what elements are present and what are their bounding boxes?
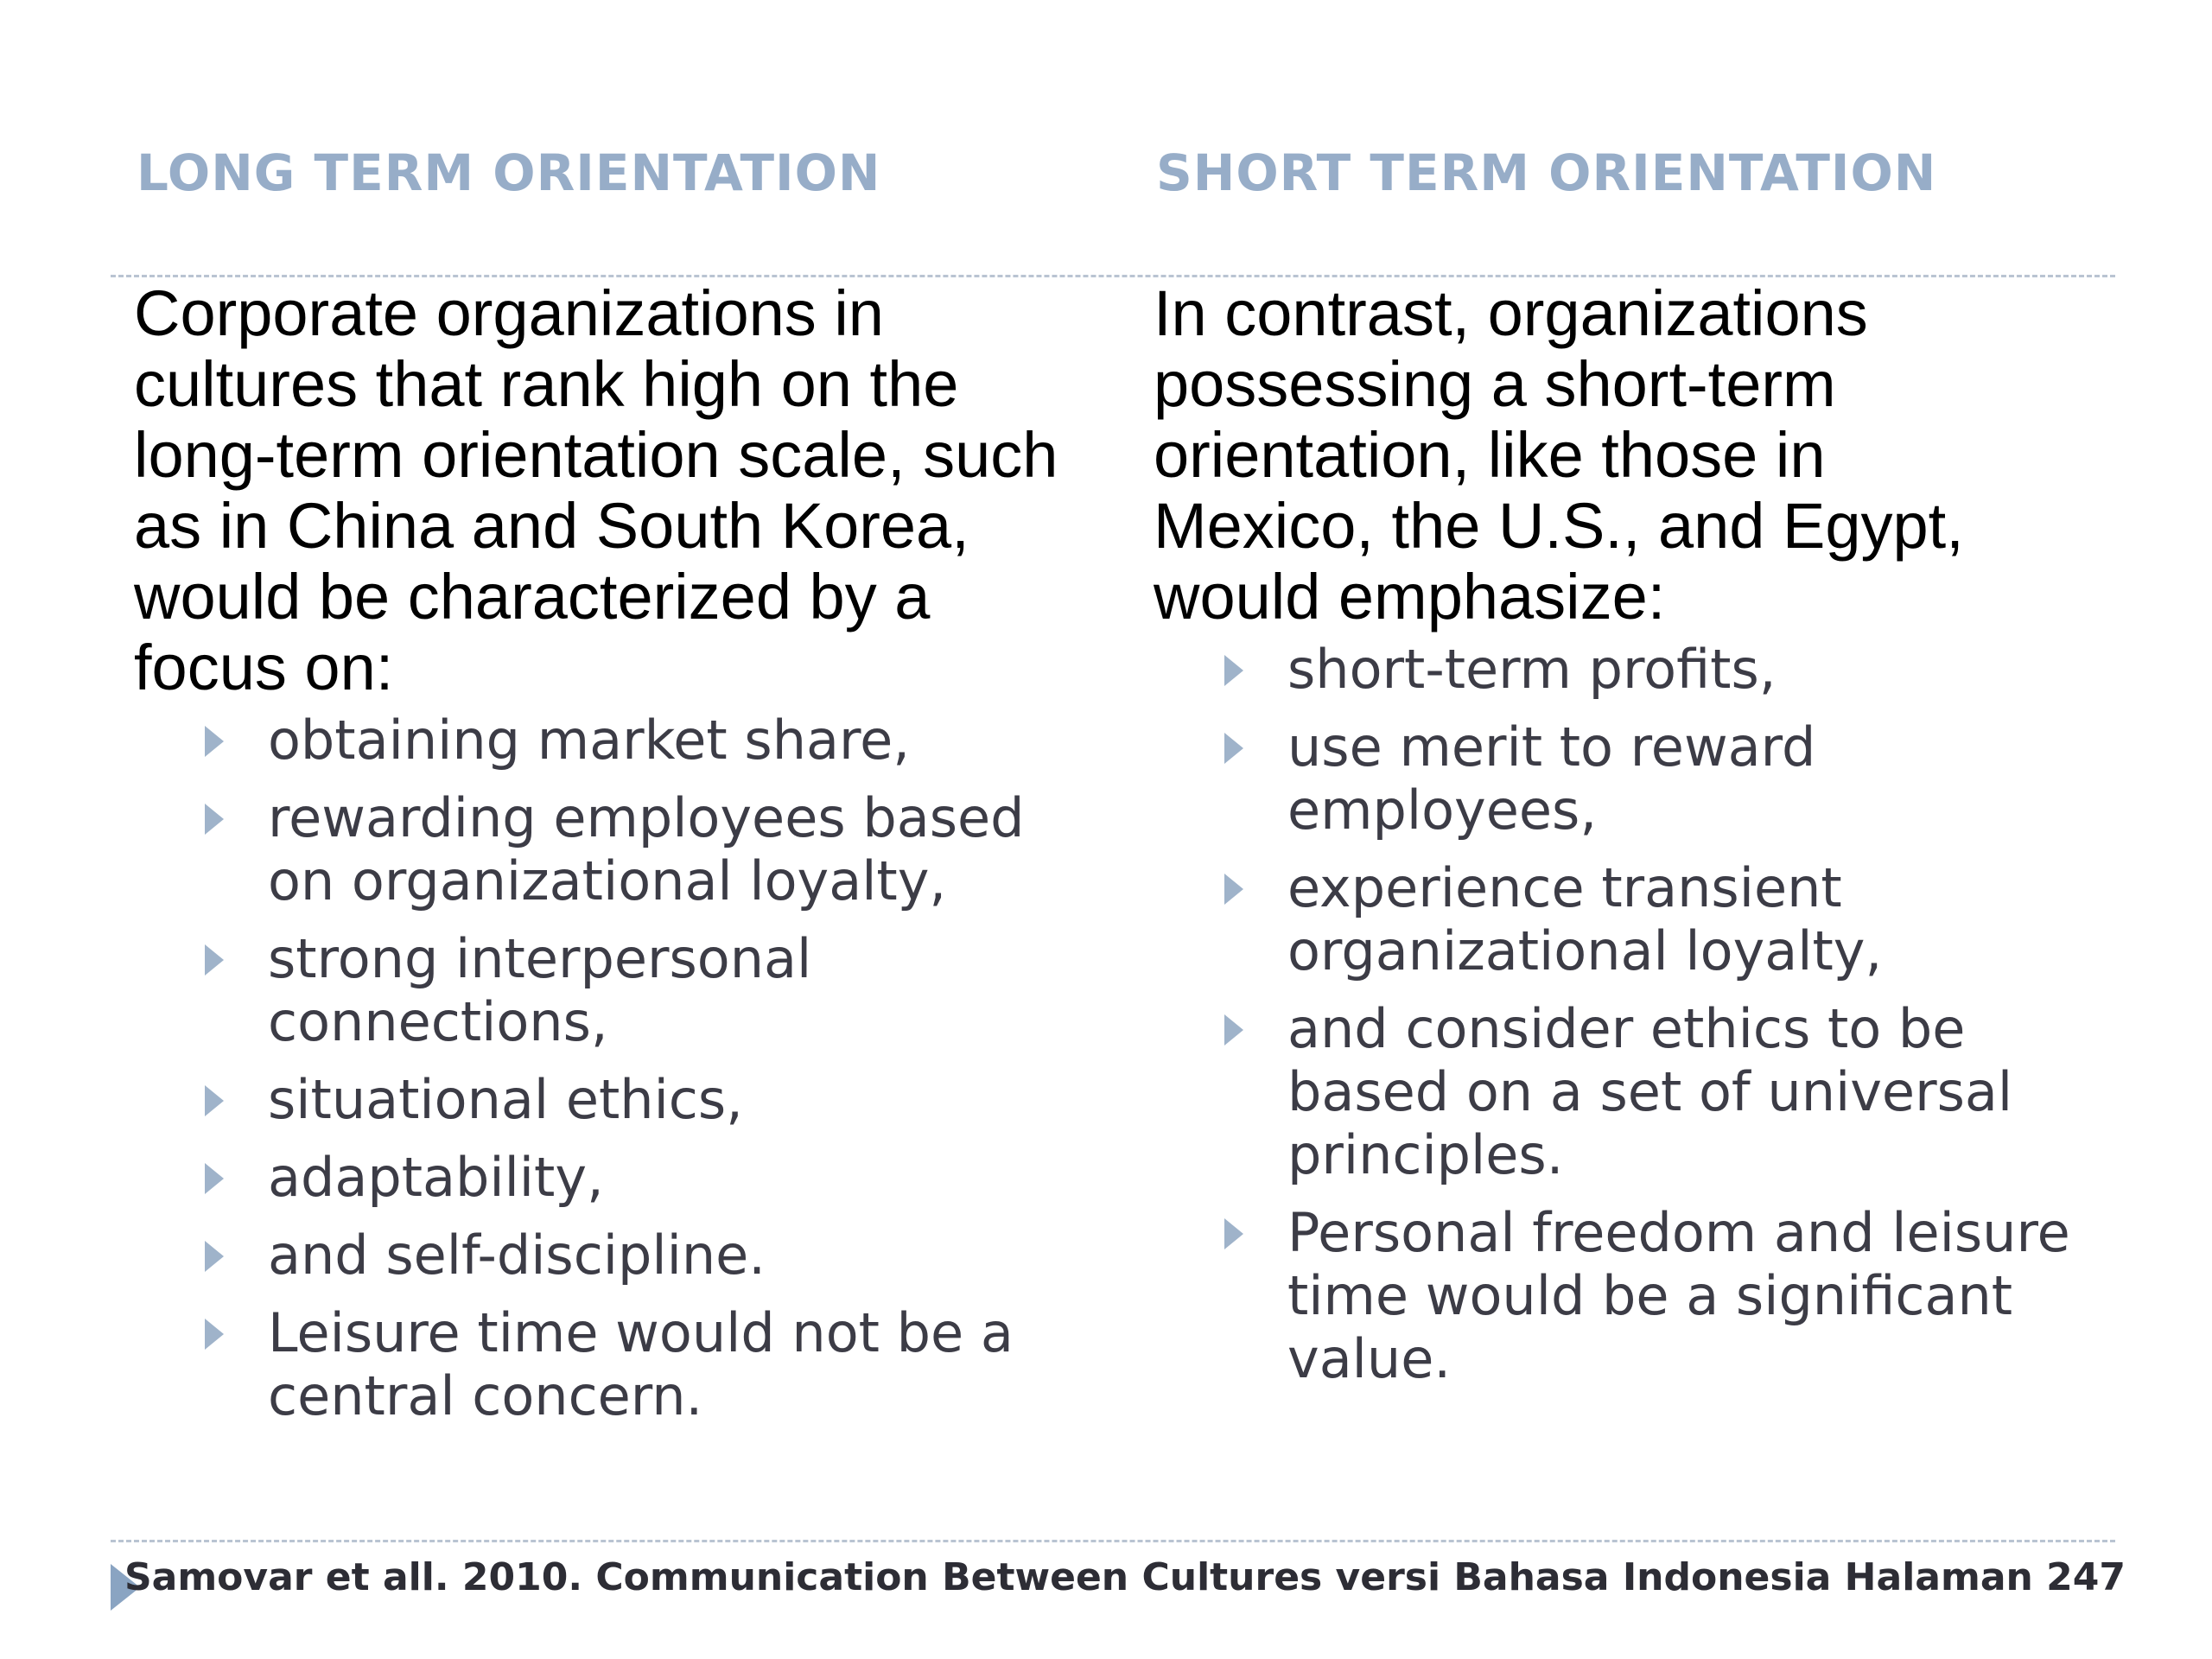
bottom-divider: [111, 1540, 2115, 1542]
bullet-item: [134, 1301, 1080, 1427]
bullet-text: adaptability,: [268, 1146, 604, 1209]
footer-citation: Samovar et all. 2010. Communication Between Cultures versi Bahasa Indonesia Halaman 247: [124, 1555, 2126, 1599]
triangle-right-icon: [1224, 1014, 1243, 1046]
bullet-item: [134, 1224, 1080, 1287]
right-column-heading: SHORT TERM ORIENTATION: [1156, 143, 1937, 202]
bullet-text: obtaining market share,: [268, 709, 911, 772]
triangle-right-icon: [1224, 874, 1243, 905]
bullet-text: Leisure time would not be a central concern.: [268, 1301, 1014, 1427]
bullet-text: and self-discipline.: [268, 1224, 766, 1287]
bullet-item: [134, 1068, 1080, 1131]
bullet-text: rewarding employees based on organizational loyalty,: [268, 786, 1025, 912]
triangle-right-icon: [205, 804, 224, 835]
long-term-column: [134, 278, 1067, 1442]
bullet-text: strong interpersonal connections,: [268, 927, 812, 1053]
bullet-text: short-term profits,: [1287, 638, 1777, 701]
bullet-item: [1154, 715, 2121, 842]
triangle-right-icon: [205, 1085, 224, 1116]
triangle-right-icon: [205, 1163, 224, 1194]
bullet-item: [1154, 856, 2121, 982]
short-term-intro: In contrast, organizations possessing a short-term orientation, like those in Mexico, the U.S., and Egypt, would emphasize:: [1154, 277, 1964, 632]
bullet-item: [1154, 638, 2121, 701]
bullet-text: experience transient organizational loyalty,: [1287, 856, 1883, 982]
short-term-bullet-list: [1154, 638, 2121, 1390]
triangle-right-icon: [1224, 733, 1243, 764]
bullet-item: [134, 786, 1080, 912]
triangle-right-icon: [1224, 1218, 1243, 1249]
bullet-item: [134, 1146, 1080, 1209]
bullet-text: situational ethics,: [268, 1068, 743, 1131]
long-term-intro: Corporate organizations in cultures that rank high on the long-term orientation scale, such as in China and South Korea, would be characterized by a focus on:: [134, 277, 1058, 703]
bullet-text: and consider ethics to be based on a set of universal principles.: [1287, 997, 2013, 1186]
bullet-text: Personal freedom and leisure time would be a significant value.: [1287, 1201, 2070, 1390]
bullet-item: [134, 927, 1080, 1053]
left-column-heading: LONG TERM ORIENTATION: [137, 143, 881, 202]
triangle-right-icon: [205, 1241, 224, 1272]
long-term-bullet-list: [134, 709, 1067, 1427]
bullet-text: use merit to reward employees,: [1287, 715, 1816, 842]
bullet-item: [134, 709, 1080, 772]
bullet-item: [1154, 997, 2121, 1186]
triangle-right-icon: [1224, 655, 1243, 686]
short-term-column: [1154, 278, 2121, 1405]
triangle-right-icon: [205, 944, 224, 976]
triangle-right-icon: [205, 1319, 224, 1350]
bullet-item: [1154, 1201, 2121, 1390]
triangle-right-icon: [205, 726, 224, 757]
